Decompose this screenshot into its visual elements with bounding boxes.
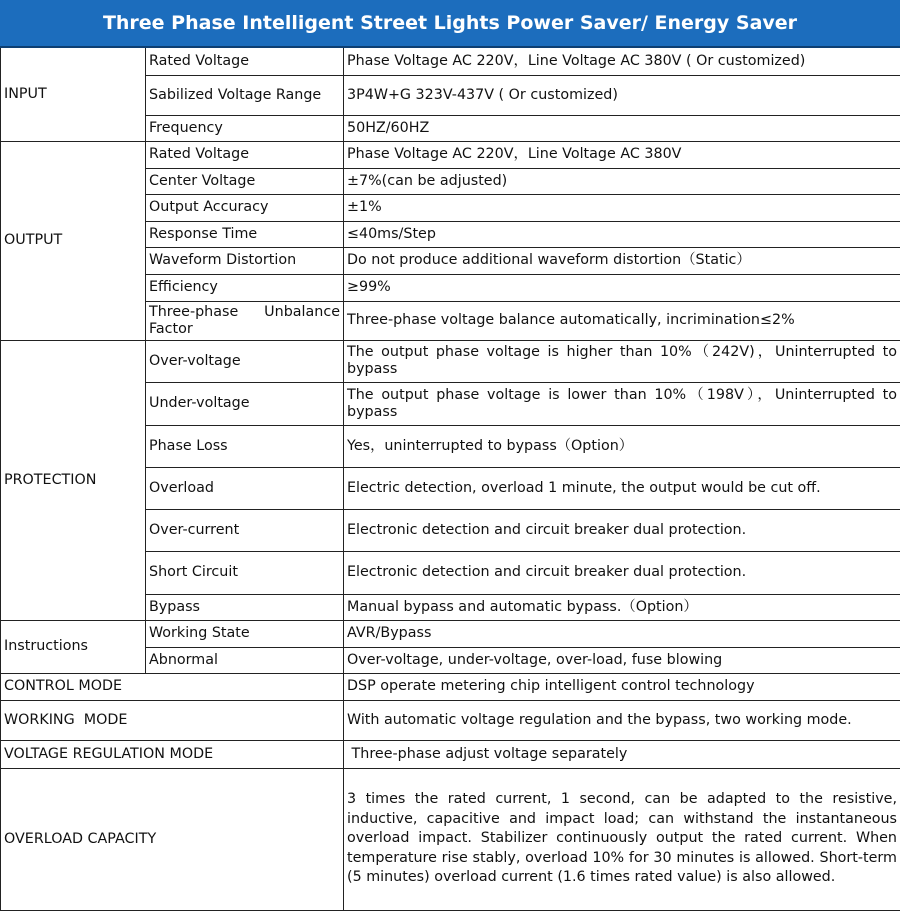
item-value: 50HZ/60HZ (344, 115, 900, 141)
table-row (1, 740, 900, 768)
item-label: Response Time (146, 221, 344, 247)
item-label: Overload (146, 467, 344, 509)
item-label: Phase Loss (146, 425, 344, 467)
control-mode-value: DSP operate metering chip intelligent control technology (344, 673, 900, 700)
item-value: Do not produce additional waveform distortion（Static） (344, 247, 900, 274)
page-title: Three Phase Intelligent Street Lights Power Saver/ Energy Saver (0, 0, 900, 48)
item-label: Frequency (146, 115, 344, 141)
item-value: Electronic detection and circuit breaker dual protection. (344, 509, 900, 551)
item-value: Manual bypass and automatic bypass.（Option） (344, 594, 900, 620)
item-value: The output phase voltage is higher than 10%（242V)，Uninterrupted to bypass (344, 340, 900, 382)
table-row (1, 768, 900, 910)
item-value: ±7%(can be adjusted) (344, 168, 900, 194)
item-label: Under-voltage (146, 382, 344, 425)
category-instructions: Instructions (1, 620, 146, 673)
working-mode-value: With automatic voltage regulation and the bypass, two working mode. (344, 700, 900, 740)
item-label: Sabilized Voltage Range (146, 75, 344, 115)
item-value: ≥99% (344, 274, 900, 301)
category-input: INPUT (1, 48, 146, 141)
table-row (1, 141, 900, 168)
overload-capacity-label: OVERLOAD CAPACITY (1, 768, 344, 910)
item-label: Three-phase Unbalance Factor (146, 301, 344, 340)
item-label: Over-current (146, 509, 344, 551)
item-label: Waveform Distortion (146, 247, 344, 274)
item-value: Over-voltage, under-voltage, over-load, fuse blowing (344, 647, 900, 673)
item-label: Over-voltage (146, 340, 344, 382)
item-label: Bypass (146, 594, 344, 620)
item-label: Rated Voltage (146, 48, 344, 75)
item-value: Electric detection, overload 1 minute, the output would be cut off. (344, 467, 900, 509)
table-row (1, 340, 900, 382)
category-protection: PROTECTION (1, 340, 146, 620)
working-mode-label: WORKING MODE (1, 700, 344, 740)
item-label: Working State (146, 620, 344, 647)
item-label: Center Voltage (146, 168, 344, 194)
voltage-regulation-mode-label: VOLTAGE REGULATION MODE (1, 740, 344, 768)
category-output: OUTPUT (1, 141, 146, 340)
spec-table (0, 48, 900, 911)
item-label: Output Accuracy (146, 194, 344, 221)
table-row (1, 620, 900, 647)
voltage-regulation-mode-value: Three-phase adjust voltage separately (344, 740, 900, 768)
item-label: Efficiency (146, 274, 344, 301)
item-value: 3P4W+G 323V-437V ( Or customized) (344, 75, 900, 115)
item-value: The output phase voltage is lower than 10%（198V），Uninterrupted to bypass (344, 382, 900, 425)
item-value: Phase Voltage AC 220V，Line Voltage AC 380V (344, 141, 900, 168)
item-value: Three-phase voltage balance automatically, incrimination≤2% (344, 301, 900, 340)
item-value: Electronic detection and circuit breaker dual protection. (344, 551, 900, 594)
control-mode-label: CONTROL MODE (1, 673, 344, 700)
table-row (1, 48, 900, 75)
table-row (1, 673, 900, 700)
item-value: Yes，uninterrupted to bypass（Option） (344, 425, 900, 467)
item-label: Abnormal (146, 647, 344, 673)
item-value: ±1% (344, 194, 900, 221)
item-label: Short Circuit (146, 551, 344, 594)
table-row (1, 700, 900, 740)
item-label: Rated Voltage (146, 141, 344, 168)
overload-capacity-value: 3 times the rated current, 1 second, can be adapted to the resistive, inductive, capacitive and impact load; can withstand the instantaneous overload impact. Stabilizer continuously output the rated current. When temperature rise stably, overload 10% for 30 minutes is allowed. Short-term (5 minutes) overload current (1.6 times rated value) is also allowed. (344, 768, 900, 910)
item-value: AVR/Bypass (344, 620, 900, 647)
item-value: ≤40ms/Step (344, 221, 900, 247)
item-value: Phase Voltage AC 220V，Line Voltage AC 380V ( Or customized) (344, 48, 900, 75)
